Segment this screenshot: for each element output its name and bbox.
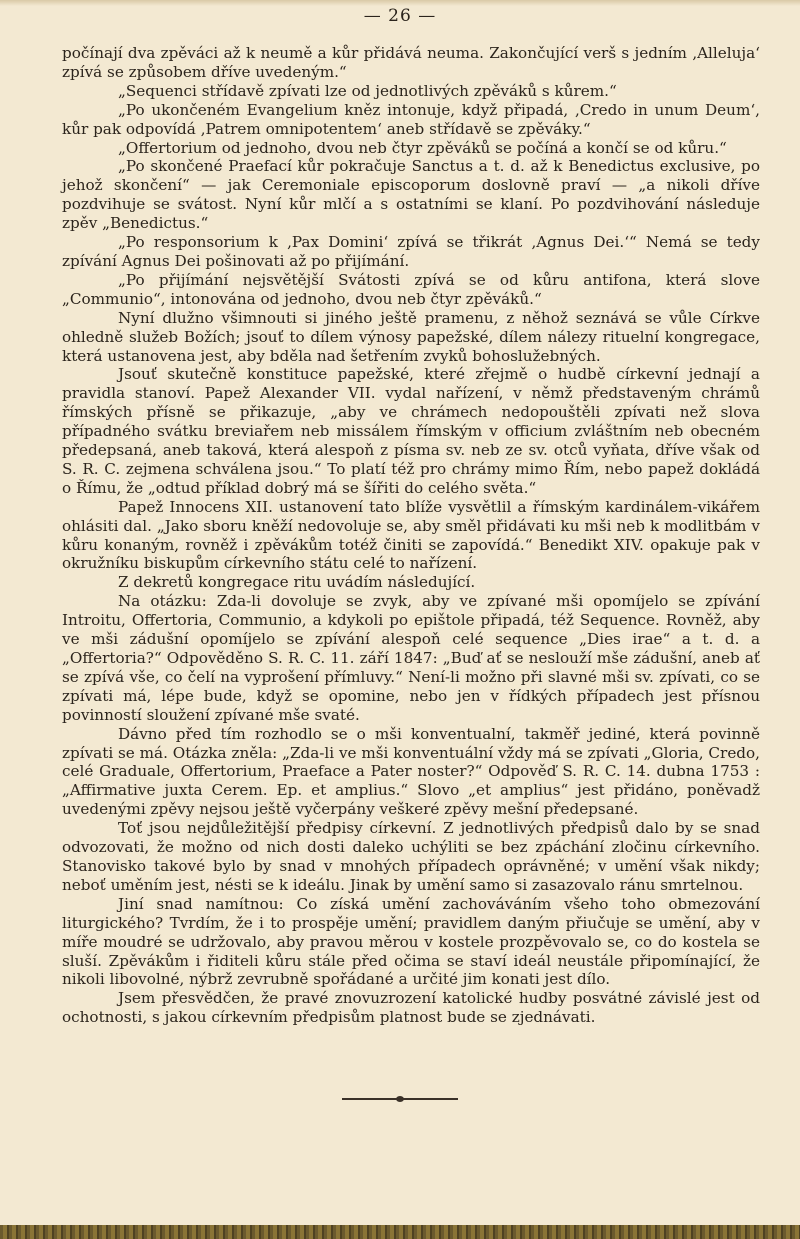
paragraph-conventual-mass: Dávno před tím rozhodlo se o mši konventualní, takměř jediné, která povinně zpívati se má. Otázka zněla: „Zda-li ve mši konventuální vždy má se zpívati „Gloria, Credo, celé Graduale, Offertorium, Praeface a Pater noster?“ Odpověď S. R. C. 14. dubna 1753 : „Affirmative juxta Cerem. Ep. et amplius.“ Slovo „et amplius“ jest přidáno, poněvadž uvedenými zpěvy nejsou ještě vyčerpány veškeré zpěvy mešní předepsané. [62,724,760,819]
paragraph-offertorium: „Offertorium od jednoho, dvou neb čtyr zpěváků se počíná a končí se od kůru.“ [118,138,727,157]
end-ornament [342,1095,458,1103]
binding-strip [0,1225,800,1239]
paragraph-continuation: počínají dva zpěváci až k neumě a kůr přidává neuma. Zakončující verš s jedním ‚Alleluja‘ zpívá se způsobem dříve uvedeným.“ [62,44,760,81]
paragraph-agnus-dei: „Po responsorium k ‚Pax Domini‘ zpívá se třikrát ‚Agnus Dei.‘“ Nemá se tedy zpívání Agnus Dei pošinovati až po přijímání. [62,233,760,270]
paragraph-objection: Jiní snad namítnou: Co získá umění zachováváním všeho toho obmezování liturgického? Tvrdím, že i to prospěje umění; pravidlem daným přiučuje se umění, aby v míře moudré se udržovalo, aby pravou měrou v kostele prozpěvovalo se, co do kostela se sluší. Zpěvákům i řiditeli kůru stále před očima se staví ideál neustále připomínající, že nikoli libovolné, nýbrž zevrubně spořádané a určité jim konati jest dílo. [62,894,760,989]
paragraph-sequence: „Sequenci střídavě zpívati lze od jednotlivých zpěváků s kůrem.“ [118,81,617,100]
paragraph-church-will: Nyní dlužno všimnouti si jiného ještě pramenu, z něhož seznává se vůle Církve ohledně služeb Božích; jsouť to dílem výnosy papežské, dílem nálezy rituelní kongregace, která ustanovena jest, aby bděla nad šetřením zvyků bohoslužebných. [62,308,760,365]
paragraph-innocens: Papež Innocens XII. ustanovení tato blíže vysvětlil a římským kardinálem-vikářem ohlásiti dal. „Jako sboru kněží nedovoluje se, aby směl přidávati ku mši neb k modlitbám v kůru konaným, rovněž i zpěvákům totéž činiti se zapovídá.“ Benedikt XIV. opakuje pak v okružníku biskupům církevního státu celé to nařízení. [62,497,760,573]
paragraph-communio: „Po přijímání nejsvětější Svátosti zpívá se od kůru antifona, která slove „Communio“, intonována od jednoho, dvou neb čtyr zpěváků.“ [62,270,760,308]
paragraph-question-requiem: Na otázku: Zda-li dovoluje se zvyk, aby ve zpívané mši opomíjelo se zpívání Introitu, Offertoria, Communio, a kdykoli po epištole připadá, též Sequence. Rovněž, aby ve mši zádušní opomíjelo se zpívání alespoň celé sequence „Dies irae“ a t. d. a „Offertoria?“ Odpověděno S. R. C. 11. září 1847: „Buď ať se neslouží mše zádušní, aneb ať se zpívá vše, co čelí na vyprošení přímluvy.“ Není-li možno při slavné mši sv. zpívati, co se zpívati má, lépe bude, když se opomine, nebo jen v řídkých případech jest přísnou povinností sloužení zpívané mše svaté. [62,592,760,724]
paragraph-sanctus: „Po skončené Praefací kůr pokračuje Sanctus a t. d. až k Benedictus exclusive, po jehož skončení“ — jak Ceremoniale episcoporum doslovně praví — „a nikoli dříve pozdvihuje se svátost. Nyní kůr mlčí a s ostatními se klaní. Po pozdvihování následuje zpěv „Benedictus.“ [62,157,760,233]
page-number: — 26 — [363,6,437,26]
paragraph-papal-constitutions: Jsouť skutečně konstituce papežské, které zřejmě o hudbě církevní jednají a pravidla stanoví. Papež Alexander VII. vydal nařízení, v němž představeným chrámů římských přísně se přikazuje, „aby ve chrámech nedopouštěli zpívati než slova případného svátku breviařem neb missálem římským v officium zvláštním neb obecném předepsaná, aneb taková, která alespoň z písma sv. neb ze sv. otců vyňata, dříve však od S. R. C. zejmena schválena jsou.“ To platí též pro chrámy mimo Řím, nebo papež dokládá o Římu, že „odtud příklad dobrý má se šířiti do celého světa.“ [62,365,760,497]
paragraph-regulations: Toť jsou nejdůležitější předpisy církevní. Z jednotlivých předpisů dalo by se snad odvozovati, že možno od nich dosti daleko uchýliti se bez zpáchání zločinu církevního. Stanovisko takové bylo by snad v mnohých případech oprávněné; v umění však nikdy; neboť uměním jest, nésti se k ideálu. Jinak by umění samo si zasazovalo ránu smrtelnou. [62,819,760,894]
paragraph-decrees-intro: Z dekretů kongregace ritu uvádím následující. [118,573,476,592]
paragraph-conclusion: Jsem přesvědčen, že pravé znovuzrození katolické hudby posvátné závislé jest od ochotnosti, s jakou církevním předpisům platnost bude se zjednávati. [62,989,760,1027]
paragraph-credo: „Po ukončeném Evangelium kněz intonuje, když připadá, ‚Credo in unum Deum‘, kůr pak odpovídá ‚Patrem omnipotentem‘ aneb střídavě se zpěváky.“ [62,100,760,138]
ornament-dot [396,1096,404,1102]
body-text [62,44,760,1027]
